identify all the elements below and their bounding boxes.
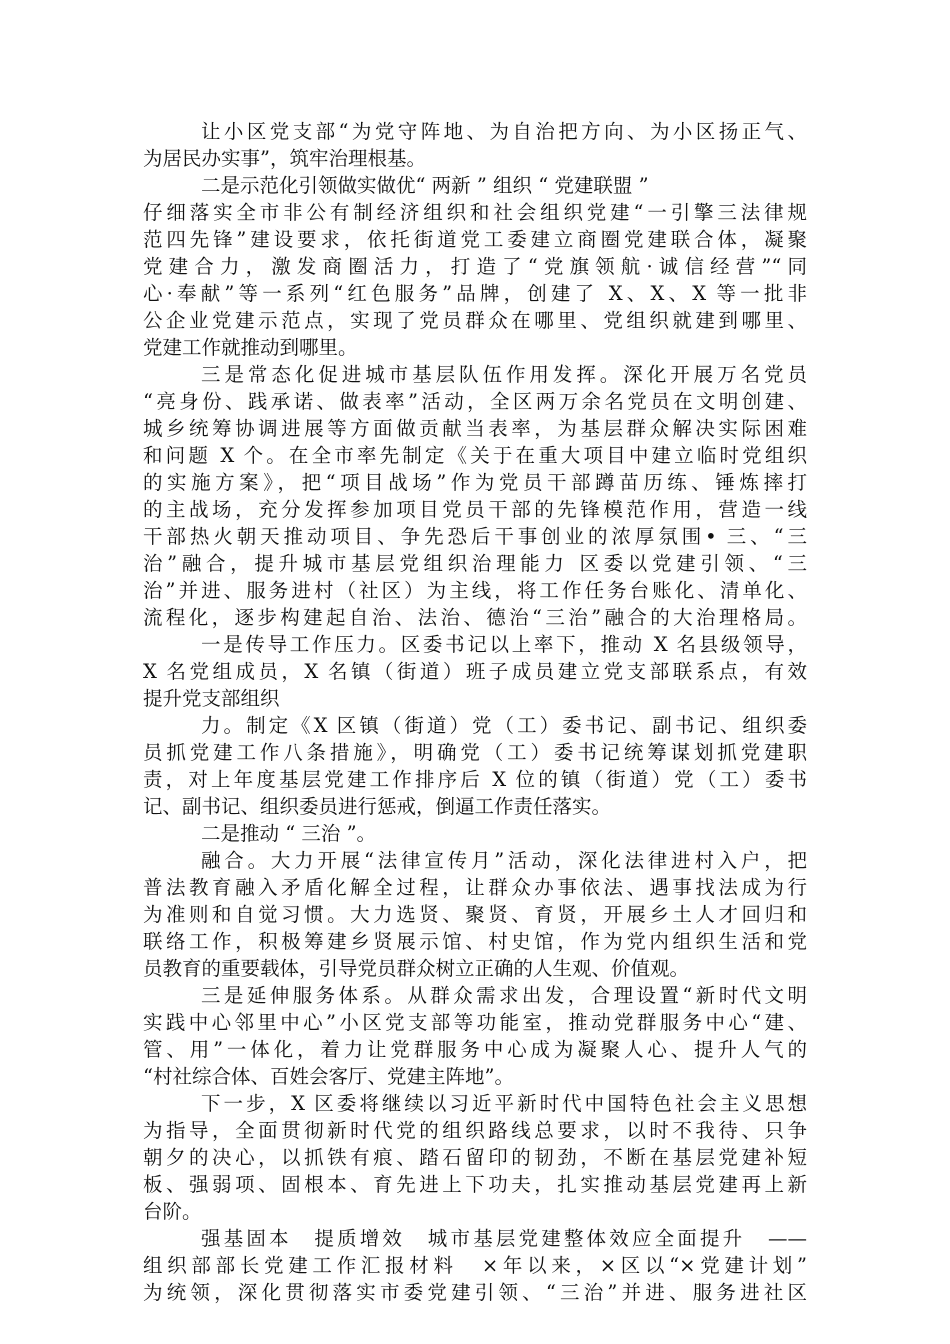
text-line: 的主战场，充分发挥参加项目党员干部的先锋模范作用，营造一线 [143, 498, 807, 521]
text-line: 的实施方案》，把“项目战场”作为党员干部蹲苗历练、锤炼摔打 [143, 471, 807, 494]
text-line: 普法教育融入矛盾化解全过程，让群众办事依法、遇事找法成为行 [143, 876, 807, 899]
text-line: 为居民办实事”，筑牢治理根基。 [143, 147, 426, 170]
text-line: 仔细落实全市非公有制经济组织和社会组织党建“一引擎三法律规 [143, 201, 807, 224]
text-line: 公企业党建示范点，实现了党员群众在哪里、党组织就建到哪里、 [143, 309, 807, 332]
text-line: X 名党组成员，X 名镇（街道）班子成员建立党支部联系点，有效 [143, 660, 807, 683]
text-line: 联络工作，积极筹建乡贤展示馆、村史馆，作为党内组织生活和党 [143, 930, 807, 953]
text-line: 强基固本 提质增效 城市基层党建整体效应全面提升 —— [201, 1227, 807, 1250]
text-line: 一是传导工作压力。区委书记以上率下，推动 X 名县级领导， [201, 633, 807, 656]
text-line: 治”融合，提升城市基层党组织治理能力 区委以党建引领、“三 [143, 552, 807, 575]
text-line: 心·奉献”等一系列“红色服务”品牌，创建了 X、X、X 等一批非 [143, 282, 807, 305]
text-line: 治”并进、服务进村（社区）为主线，将工作任务台账化、清单化、 [143, 579, 807, 602]
text-line: 流程化，逐步构建起自治、法治、德治“三治”融合的大治理格局。 [143, 606, 807, 629]
text-line: 为准则和自觉习惯。大力选贤、聚贤、育贤，开展乡土人才回归和 [143, 903, 807, 926]
text-line: 朝夕的决心，以抓铁有痕、踏石留印的韧劲，不断在基层党建补短 [143, 1146, 807, 1169]
text-line: 二是示范化引领做实做优“ 两新 ” 组织 “ 党建联盟 ” [201, 174, 649, 197]
text-line: 党建合力，激发商圈活力，打造了“党旗领航·诚信经营”“同 [143, 255, 807, 278]
text-line: 员抓党建工作八条措施》，明确党（工）委书记统筹谋划抓党建职 [143, 741, 807, 764]
text-line: 融合。大力开展“法律宣传月”活动，深化法律进村入户，把 [201, 849, 807, 872]
text-line: 管、用”一体化，着力让党群服务中心成为凝聚人心、提升人气的 [143, 1038, 807, 1061]
text-line: 三是常态化促进城市基层队伍作用发挥。深化开展万名党员 [201, 363, 807, 386]
text-line: 干部热火朝天推动项目、争先恐后干事创业的浓厚氛围• 三、“三 [143, 525, 807, 548]
text-line: 台阶。 [143, 1200, 202, 1223]
text-line: 为指导，全面贯彻新时代党的组织路线总要求，以时不我待、只争 [143, 1119, 807, 1142]
text-line: 下一步，X 区委将继续以习近平新时代中国特色社会主义思想 [201, 1092, 807, 1115]
text-line: 责，对上年度基层党建工作排序后 X 位的镇（街道）党（工）委书 [143, 768, 807, 791]
text-line: 和问题 X 个。在全市率先制定《关于在重大项目中建立临时党组织 [143, 444, 807, 467]
text-line: 三是延伸服务体系。从群众需求出发，合理设置“新时代文明 [201, 984, 807, 1007]
text-line: 党建工作就推动到哪里。 [143, 336, 358, 359]
text-line: “亮身份、践承诺、做表率”活动，全区两万余名党员在文明创建、 [143, 390, 807, 413]
text-line: 城乡统筹协调进展等方面做贡献当表率，为基层群众解决实际困难 [143, 417, 807, 440]
document-body [143, 118, 807, 1306]
text-line: 组织部部长党建工作汇报材料 ×年以来，×区以“×党建计划” [143, 1254, 807, 1277]
text-line: 提升党支部组织 [143, 687, 280, 710]
text-line: 实践中心邻里中心”小区党支部等功能室，推动党群服务中心“建、 [143, 1011, 807, 1034]
text-line: “村社综合体、百姓会客厅、党建主阵地”。 [143, 1065, 514, 1088]
text-line: 让小区党支部“为党守阵地、为自治把方向、为小区扬正气、 [201, 120, 807, 143]
text-line: 力。制定《X 区镇（街道）党（工）委书记、副书记、组织委 [201, 714, 807, 737]
text-line: 范四先锋”建设要求，依托街道党工委建立商圈党建联合体，凝聚 [143, 228, 807, 251]
text-line: 记、副书记、组织委员进行惩戒，倒逼工作责任落实。 [143, 795, 612, 818]
text-line: 板、强弱项、固根本、育先进上下功夫，扎实推动基层党建再上新 [143, 1173, 807, 1196]
text-line: 员教育的重要载体，引导党员群众树立正确的人生观、价值观。 [143, 957, 690, 980]
text-line: 二是推动 “ 三治 ”。 [201, 822, 377, 845]
text-line: 为统领，深化贯彻落实市委党建引领、“三治”并进、服务进社区 [143, 1281, 807, 1304]
